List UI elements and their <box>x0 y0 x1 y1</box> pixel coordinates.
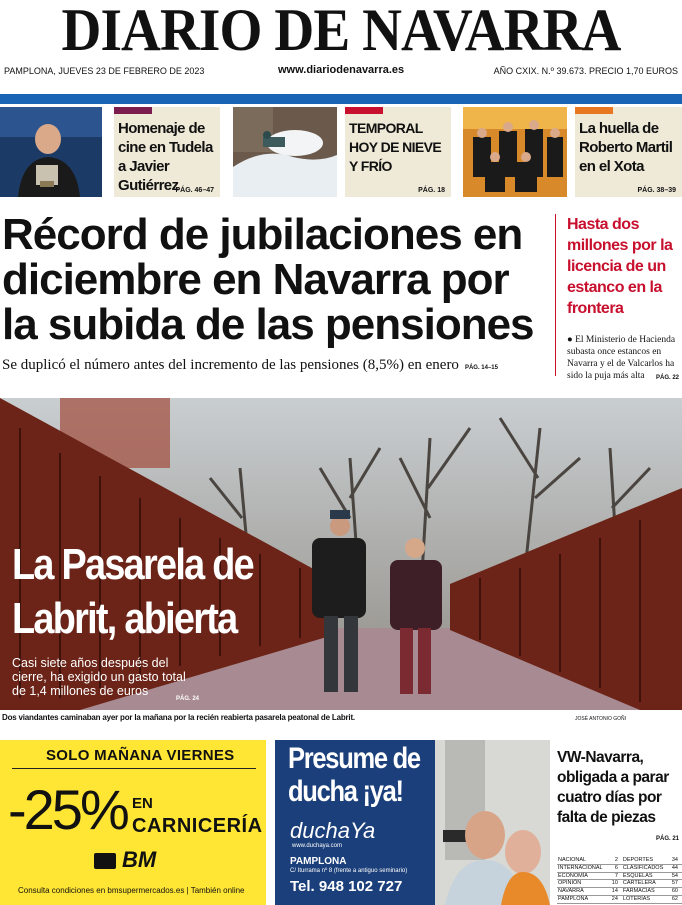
bm-ad-discount: -25% <box>8 778 127 841</box>
teaser-martil[interactable] <box>575 107 682 197</box>
teaser-photo-snow[interactable] <box>233 107 337 197</box>
index-page: 62 <box>669 895 682 903</box>
teaser-storm[interactable] <box>345 107 451 197</box>
bm-logo-text: BM <box>122 847 157 872</box>
index-page: 7 <box>609 872 622 880</box>
index-section[interactable]: NAVARRA <box>557 888 609 896</box>
photo-headline[interactable] <box>12 538 253 646</box>
side-page-ref: PÁG. 22 <box>655 375 679 381</box>
index-section[interactable]: PAMPLONA <box>557 895 609 903</box>
teaser-title: La huella de Roberto Martil en el Xota <box>579 120 673 175</box>
index-page: 6 <box>609 864 622 872</box>
teaser-gutierrez[interactable] <box>114 107 220 197</box>
index-section[interactable]: CLASIFICADOS <box>622 864 670 872</box>
main-headline[interactable]: Récord de jubilaciones en diciembre en Navarra por la subida de las pensiones <box>2 210 534 349</box>
index-section[interactable]: OPINIÓN <box>557 880 609 888</box>
photo-page-wrap <box>140 688 205 702</box>
subhead-text: Se duplicó el número antes del incremento de las pensiones (8,5%) en enero <box>2 357 459 373</box>
bm-ad-legal: Consulta condiciones en bmsupermercados.es | También online <box>18 886 245 895</box>
index-row <box>557 895 682 903</box>
bm-cart-icon <box>94 853 116 869</box>
teaser-title: TEMPORAL HOY DE NIEVE Y FRÍO <box>349 120 442 174</box>
index-page: 2 <box>609 857 622 864</box>
issue-info: AÑO CXIX. N.º 39.673. PRECIO 1,70 EUROS <box>493 66 678 76</box>
index-section[interactable]: CARTELERA <box>622 880 670 888</box>
side-headline[interactable]: Hasta dos millones por la licencia de un estanco en la frontera <box>567 216 673 317</box>
side-body <box>567 334 679 384</box>
main-subhead <box>2 357 547 374</box>
teaser-photo-gutierrez[interactable] <box>0 107 102 197</box>
index-section[interactable]: ESQUELAS <box>622 872 670 880</box>
index-row <box>557 872 682 880</box>
teaser-page: PÁG. 46–47 <box>175 187 214 194</box>
bm-ad-tagline: SOLO MAÑANA VIERNES <box>46 747 235 764</box>
index-row <box>557 864 682 872</box>
main-page-ref: PÁG. 14–15 <box>464 365 498 371</box>
index-section[interactable]: FARMACIAS <box>622 888 670 896</box>
index-page: 57 <box>669 880 682 888</box>
brief-headline[interactable]: VW-Navarra, obligada a parar cuatro días por falta de piezas <box>557 749 669 826</box>
teaser-photo-xota[interactable] <box>463 107 567 197</box>
bm-ad-department: CARNICERÍA <box>132 815 263 837</box>
duchaya-logo: duchaYa <box>290 818 376 843</box>
teaser-title: Homenaje de cine en Tudela a Javier Gutiérrez <box>118 120 213 194</box>
bm-ad-divider <box>12 768 256 769</box>
photo-headline-line2: Labrit, abierta <box>12 594 237 643</box>
duchaya-url[interactable]: www.duchaya.com <box>292 843 343 849</box>
duchaya-headline-line2: ducha ¡ya! <box>288 775 403 808</box>
index-page: 10 <box>609 880 622 888</box>
duchaya-address: C/ Iturrama nº 8 (frente a antiguo seminario) <box>290 868 408 874</box>
bm-ad-en: EN <box>132 795 153 812</box>
index-section[interactable]: ECONOMÍA <box>557 872 609 880</box>
side-body-text: ● El Ministerio de Hacienda subasta once estancos en Navarra y el de Valcarlos ha sido la puja más alta <box>567 335 676 381</box>
duchaya-headline-line1: Presume de <box>288 742 420 775</box>
duchaya-phone[interactable]: Tel. 948 102 727 <box>290 878 403 895</box>
header-band <box>0 94 682 104</box>
section-index-table <box>557 857 682 904</box>
bm-logo <box>94 847 156 873</box>
index-page: 14 <box>609 888 622 896</box>
website-link[interactable]: www.diariodenavarra.es <box>278 64 405 76</box>
photo-caption: Dos viandantes caminaban ayer por la mañana por la recién reabierta pasarela peatonal de Labrit. <box>2 713 355 722</box>
photo-dek-text: Casi siete años después del cierre, ha exigido un gasto total de 1,4 millones de euros <box>12 656 186 698</box>
index-row <box>557 857 682 864</box>
index-section[interactable]: INTERNACIONAL <box>557 864 609 872</box>
index-page: 54 <box>669 872 682 880</box>
section-tag <box>575 107 613 114</box>
brief-page-ref: PÁG. 21 <box>656 836 680 842</box>
teaser-page: PÁG. 18 <box>418 187 445 194</box>
photo-page-ref: PÁG. 24 <box>175 696 199 702</box>
section-index <box>557 857 682 904</box>
photo-headline-line1: La Pasarela de <box>12 540 253 589</box>
index-page: 60 <box>669 888 682 896</box>
index-page: 44 <box>669 864 682 872</box>
duchaya-city: PAMPLONA <box>290 856 347 867</box>
teaser-page: PÁG. 38–39 <box>637 187 676 194</box>
side-divider <box>555 214 556 376</box>
newspaper-masthead: DIARIO DE NAVARRA <box>61 0 621 63</box>
index-section[interactable]: LOTERÍAS <box>622 895 670 903</box>
index-section[interactable]: NACIONAL <box>557 857 609 864</box>
section-tag <box>345 107 383 114</box>
index-row <box>557 888 682 896</box>
dateline: PAMPLONA, JUEVES 23 DE FEBRERO DE 2023 <box>4 66 205 76</box>
index-page: 34 <box>669 857 682 864</box>
duchaya-headline <box>288 742 420 808</box>
index-page: 24 <box>609 895 622 903</box>
section-tag <box>114 107 152 114</box>
index-section[interactable]: DEPORTES <box>622 857 670 864</box>
photo-credit: JOSÉ ANTONIO GOÑI <box>574 716 626 722</box>
index-row <box>557 880 682 888</box>
